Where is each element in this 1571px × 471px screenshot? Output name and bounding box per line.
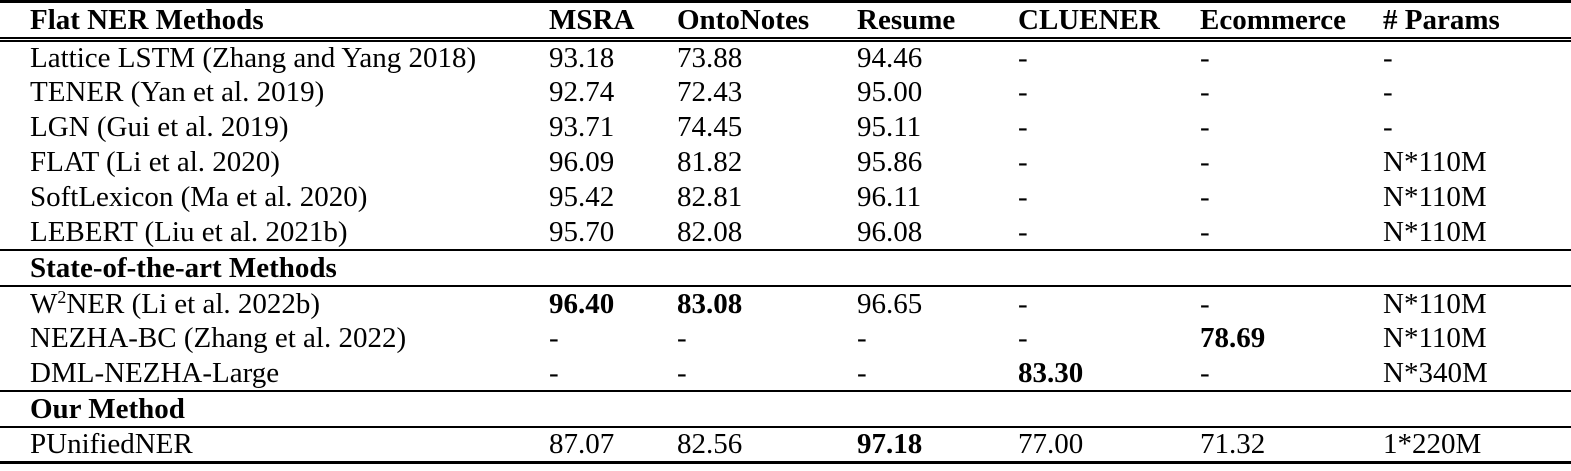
table-row xyxy=(0,286,1571,321)
cell-msra: 95.42 xyxy=(549,181,615,213)
cell-method: SoftLexicon (Ma et al. 2020) xyxy=(30,181,368,213)
cell-method: LGN (Gui et al. 2019) xyxy=(30,111,289,143)
cell-method: PUnifiedNER xyxy=(30,428,193,460)
cell-params: - xyxy=(1383,42,1393,74)
cell-params: N*110M xyxy=(1383,181,1487,213)
cell-method: TENER (Yan et al. 2019) xyxy=(30,76,325,108)
cell-params: N*110M xyxy=(1383,322,1487,354)
cell-msra: 92.74 xyxy=(549,76,615,108)
header-method: Flat NER Methods xyxy=(30,3,264,36)
cell-resume: 94.46 xyxy=(857,42,923,74)
header-resume: Resume xyxy=(857,3,956,36)
cell-ontonotes: 82.56 xyxy=(677,428,743,460)
table-row xyxy=(0,427,1571,463)
section-header-row xyxy=(0,250,1571,286)
cell-method xyxy=(0,286,549,321)
header-ecommerce: Ecommerce xyxy=(1200,3,1346,36)
cell-cluener: - xyxy=(1018,287,1028,320)
cell-params: N*110M xyxy=(1383,287,1487,320)
table-row xyxy=(0,180,1571,215)
table-row xyxy=(0,356,1571,391)
cell-resume: 97.18 xyxy=(857,428,923,460)
table-row xyxy=(0,215,1571,250)
cell-params: N*340M xyxy=(1383,356,1488,389)
cell-resume: 96.11 xyxy=(857,181,922,213)
cell-cluener: - xyxy=(1018,322,1028,354)
table-row xyxy=(0,40,1571,76)
cell-msra: 87.07 xyxy=(549,428,615,460)
cell-ecommerce: 71.32 xyxy=(1200,428,1266,460)
cell-cluener: - xyxy=(1018,111,1028,143)
method-superscript: 2 xyxy=(57,286,67,307)
cell-ecommerce: - xyxy=(1200,287,1210,320)
cell-ontonotes: - xyxy=(677,322,687,354)
cell-method: NEZHA-BC (Zhang et al. 2022) xyxy=(30,322,407,354)
cell-cluener: 83.30 xyxy=(1018,356,1084,389)
section-header-row xyxy=(0,391,1571,427)
cell-resume: - xyxy=(857,356,867,389)
cell-resume: 95.86 xyxy=(857,146,923,178)
cell-resume: 95.11 xyxy=(857,111,922,143)
cell-ecommerce: - xyxy=(1200,111,1210,143)
cell-ontonotes: - xyxy=(677,356,687,389)
section-title: State-of-the-art Methods xyxy=(30,251,337,284)
section-title: Our Method xyxy=(30,392,185,425)
header-params: # Params xyxy=(1383,3,1500,36)
cell-ontonotes: 72.43 xyxy=(677,76,743,108)
method-rest: NER (Li et al. 2022b) xyxy=(66,287,321,320)
cell-ontonotes: 81.82 xyxy=(677,146,743,178)
cell-params: 1*220M xyxy=(1383,428,1482,460)
cell-resume: 96.65 xyxy=(857,287,923,320)
cell-resume: - xyxy=(857,322,867,354)
cell-ecommerce: - xyxy=(1200,42,1210,74)
cell-params: - xyxy=(1383,76,1393,108)
cell-params: - xyxy=(1383,111,1393,143)
cell-cluener: - xyxy=(1018,42,1028,74)
cell-msra: 95.70 xyxy=(549,215,615,248)
table-row xyxy=(0,110,1571,145)
cell-ontonotes: 73.88 xyxy=(677,42,743,74)
header-cluener: CLUENER xyxy=(1018,3,1160,36)
cell-params: N*110M xyxy=(1383,146,1487,178)
cell-ontonotes: 82.81 xyxy=(677,181,743,213)
cell-ecommerce: - xyxy=(1200,76,1210,108)
cell-msra: 96.40 xyxy=(549,287,615,320)
cell-msra: 96.09 xyxy=(549,146,615,178)
cell-method: FLAT (Li et al. 2020) xyxy=(30,146,280,178)
method-base: W xyxy=(30,287,58,320)
cell-msra: 93.18 xyxy=(549,42,615,74)
cell-cluener: - xyxy=(1018,215,1028,248)
cell-ecommerce: 78.69 xyxy=(1200,322,1266,354)
header-ontonotes: OntoNotes xyxy=(677,3,810,36)
cell-cluener: - xyxy=(1018,181,1028,213)
cell-method: LEBERT (Liu et al. 2021b) xyxy=(30,215,348,248)
header-row xyxy=(0,2,1571,40)
header-msra: MSRA xyxy=(549,3,635,36)
cell-cluener: - xyxy=(1018,146,1028,178)
cell-method: DML-NEZHA-Large xyxy=(30,356,280,389)
cell-ontonotes: 83.08 xyxy=(677,287,743,320)
cell-ontonotes: 74.45 xyxy=(677,111,743,143)
cell-ecommerce: - xyxy=(1200,356,1210,389)
cell-ecommerce: - xyxy=(1200,181,1210,213)
cell-msra: - xyxy=(549,356,559,389)
cell-cluener: - xyxy=(1018,76,1028,108)
cell-ecommerce: - xyxy=(1200,215,1210,248)
cell-cluener: 77.00 xyxy=(1018,428,1084,460)
cell-msra: 93.71 xyxy=(549,111,615,143)
cell-ecommerce: - xyxy=(1200,146,1210,178)
cell-method: Lattice LSTM (Zhang and Yang 2018) xyxy=(30,42,477,74)
table-row xyxy=(0,321,1571,356)
cell-params: N*110M xyxy=(1383,215,1487,248)
cell-resume: 96.08 xyxy=(857,215,923,248)
cell-ontonotes: 82.08 xyxy=(677,215,743,248)
table-row xyxy=(0,145,1571,180)
cell-msra: - xyxy=(549,322,559,354)
table-row xyxy=(0,75,1571,110)
cell-resume: 95.00 xyxy=(857,76,923,108)
